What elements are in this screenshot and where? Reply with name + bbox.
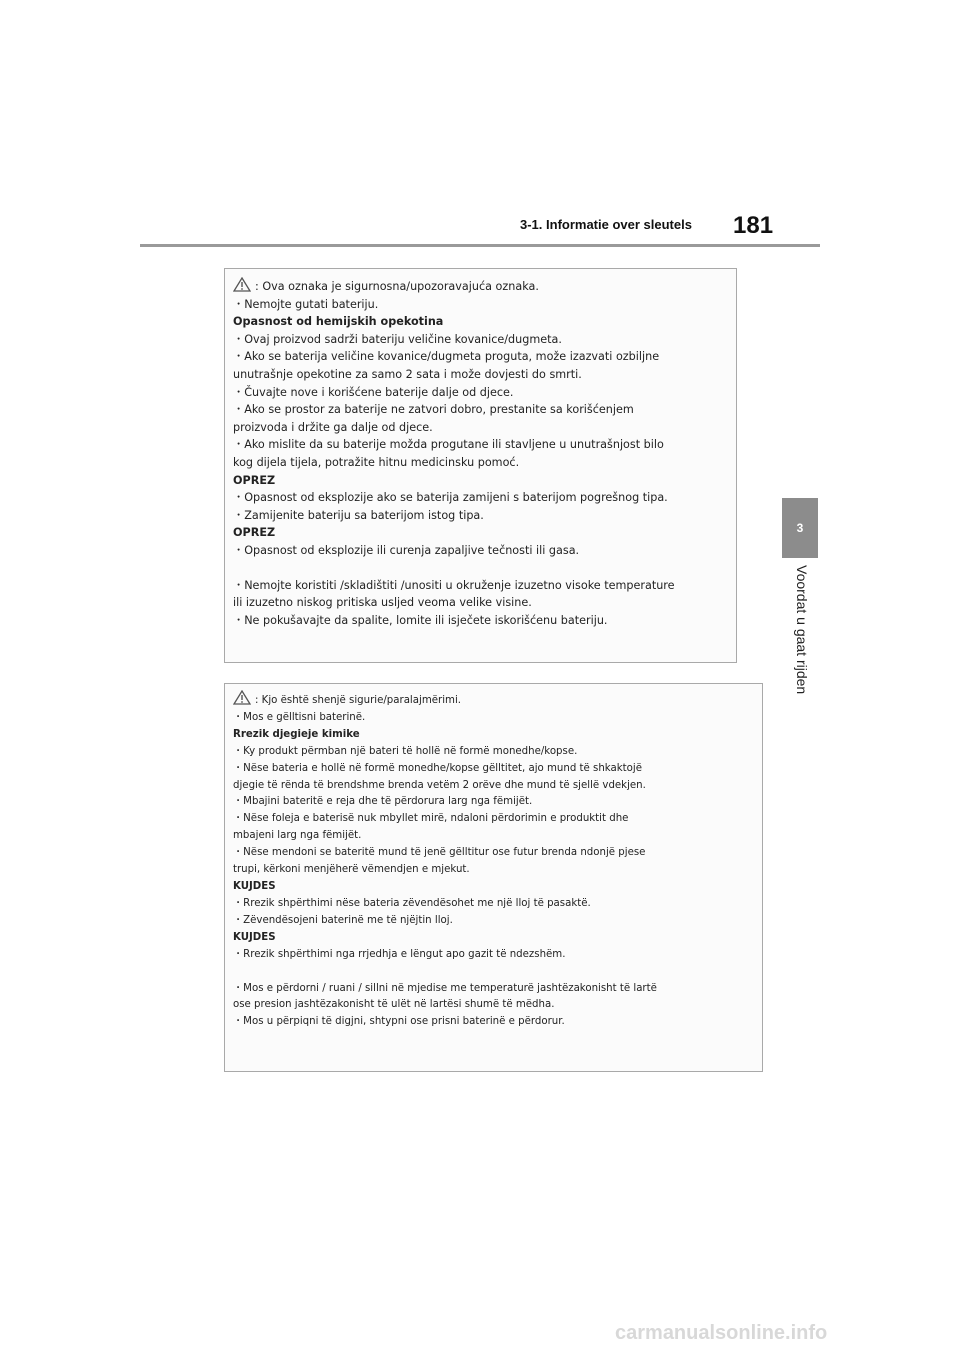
line-text: : Kjo është shenjë sigurie/paralajmërimi. [255, 695, 462, 706]
line-text: ・Ako se baterija veličine kovanice/dugmeta proguta, može izazvati ozbiljne [233, 350, 660, 364]
warning-line [233, 296, 726, 314]
warning-line [233, 913, 752, 930]
warning-heading [233, 524, 726, 542]
line-text: KUJDES [233, 880, 276, 892]
warning-line [233, 690, 752, 710]
warning-line [233, 794, 752, 811]
warning-line [233, 542, 726, 560]
line-text: ・Zëvendësojeni baterinë me të njëjtin lloj. [233, 914, 453, 926]
line-text: mbajeni larg nga fëmijët. [233, 830, 362, 842]
warning-line [233, 489, 726, 507]
page-number: 181 [733, 212, 774, 239]
header-divider [140, 244, 820, 247]
warning-line [233, 947, 752, 964]
warning-line [233, 277, 726, 296]
line-text: ・Rrezik shpërthimi nga rrjedhja e lëngut apo gazit të ndezshëm. [233, 948, 566, 960]
spacer [233, 964, 752, 981]
line-text: OPREZ [233, 473, 276, 487]
line-text: ・Ako se prostor za baterije ne zatvori dobro, prestanite sa korišćenjem [233, 403, 634, 417]
warning-line [233, 612, 726, 630]
warning-line [233, 828, 752, 845]
battery-warning-albanian [224, 683, 763, 1072]
warning-line [233, 845, 752, 862]
warning-heading [233, 727, 752, 744]
line-text: ・Nëse foleja e baterisë nuk mbyllet mirë, ndaloni përdorimin e produktit dhe [233, 813, 629, 825]
line-text: ・Ne pokušavajte da spalite, lomite ili isječete iskorišćenu bateriju. [233, 613, 608, 627]
warning-line [233, 997, 752, 1014]
line-text: kog dijela tijela, potražite hitnu medicinsku pomoć. [233, 455, 520, 469]
line-text: ili izuzetno niskog pritiska usljed veoma velike visine. [233, 596, 532, 610]
warning-line [233, 401, 726, 419]
line-text: ・Nemojte koristiti /skladištiti /unositi u okruženje izuzetno visoke temperature [233, 578, 675, 592]
warning-line [233, 419, 726, 437]
line-text: ・Ky produkt përmban një bateri të hollë në formë monedhe/kopse. [233, 745, 578, 757]
line-text: Opasnost od hemijskih opekotina [233, 315, 444, 329]
spacer [233, 560, 726, 577]
line-text: djegie të rënda të brendshme brenda vetëm 2 orëve dhe mund të sjellë vdekjen. [233, 779, 646, 791]
warning-line [233, 778, 752, 795]
line-text: ・Opasnost od eksplozije ako se baterija zamijeni s baterijom pogrešnog tipa. [233, 491, 668, 505]
line-text: KUJDES [233, 931, 276, 943]
warning-line [233, 896, 752, 913]
line-text: ・Opasnost od eksplozije ili curenja zapaljive tečnosti ili gasa. [233, 543, 580, 557]
warning-heading [233, 879, 752, 896]
line-text: trupi, kërkoni menjëherë vëmendjen e mjekut. [233, 864, 470, 876]
line-text: ・Mos e përdorni / ruani / sillni në mjedise me temperaturë jashtëzakonisht të lartë [233, 982, 657, 994]
line-text: : Ova oznaka je sigurnosna/upozoravajuća oznaka. [255, 280, 539, 293]
line-text: ・Mos u përpiqni të digjni, shtypni ose prisni baterinë e përdorur. [233, 1016, 565, 1028]
line-text: Rrezik djegieje kimike [233, 728, 360, 740]
battery-warning-bosnian [224, 268, 737, 663]
warning-line [233, 436, 726, 454]
line-text: ・Mbajini bateritë e reja dhe të përdorura larg nga fëmijët. [233, 796, 533, 808]
chapter-tab [782, 498, 818, 558]
section-title: 3-1. Informatie over sleutels [520, 217, 692, 232]
warning-line [233, 366, 726, 384]
line-text: OPREZ [233, 526, 276, 540]
line-text: proizvoda i držite ga dalje od djece. [233, 420, 433, 434]
line-text: ・Nëse bateria e hollë në formë monedhe/kopse gëlltitet, ajo mund të shkaktojë [233, 762, 642, 774]
line-text: ・Mos e gëlltisni baterinë. [233, 711, 366, 723]
warning-line [233, 507, 726, 525]
warning-line [233, 981, 752, 998]
watermark: carmanualsonline.info [615, 1322, 828, 1344]
warning-triangle-icon [233, 690, 251, 705]
warning-heading [233, 313, 726, 331]
warning-line [233, 331, 726, 349]
line-text: ・Rrezik shpërthimi nëse bateria zëvendësohet me një lloj të pasaktë. [233, 897, 591, 909]
warning-heading [233, 472, 726, 490]
line-text: ・Ovaj proizvod sadrži bateriju veličine kovanice/dugmeta. [233, 332, 562, 346]
line-text: ose presion jashtëzakonisht të ulët në lartësi shumë të mëdha. [233, 999, 555, 1011]
warning-line [233, 862, 752, 879]
warning-line [233, 744, 752, 761]
warning-line [233, 811, 752, 828]
warning-heading [233, 930, 752, 947]
warning-line [233, 348, 726, 366]
line-text: ・Nemojte gutati bateriju. [233, 297, 379, 311]
line-text: ・Nëse mendoni se bateritë mund të jenë gëlltitur ose futur brenda ndonjë pjese [233, 847, 646, 859]
line-text: ・Ako mislite da su baterije možda progutane ili stavljene u unutrašnjost bilo [233, 438, 664, 452]
chapter-label: Voordat u gaat rijden [794, 565, 810, 695]
warning-line [233, 710, 752, 727]
line-text: ・Čuvajte nove i korišćene baterije dalje od djece. [233, 385, 514, 399]
warning-line [233, 384, 726, 402]
chapter-number: 3 [796, 521, 804, 535]
warning-line [233, 761, 752, 778]
warning-line [233, 454, 726, 472]
line-text: unutrašnje opekotine za samo 2 sata i može dovjesti do smrti. [233, 367, 582, 381]
warning-line [233, 577, 726, 595]
line-text: ・Zamijenite bateriju sa baterijom istog tipa. [233, 508, 484, 522]
warning-line [233, 1014, 752, 1031]
warning-line [233, 594, 726, 612]
warning-triangle-icon [233, 277, 251, 292]
